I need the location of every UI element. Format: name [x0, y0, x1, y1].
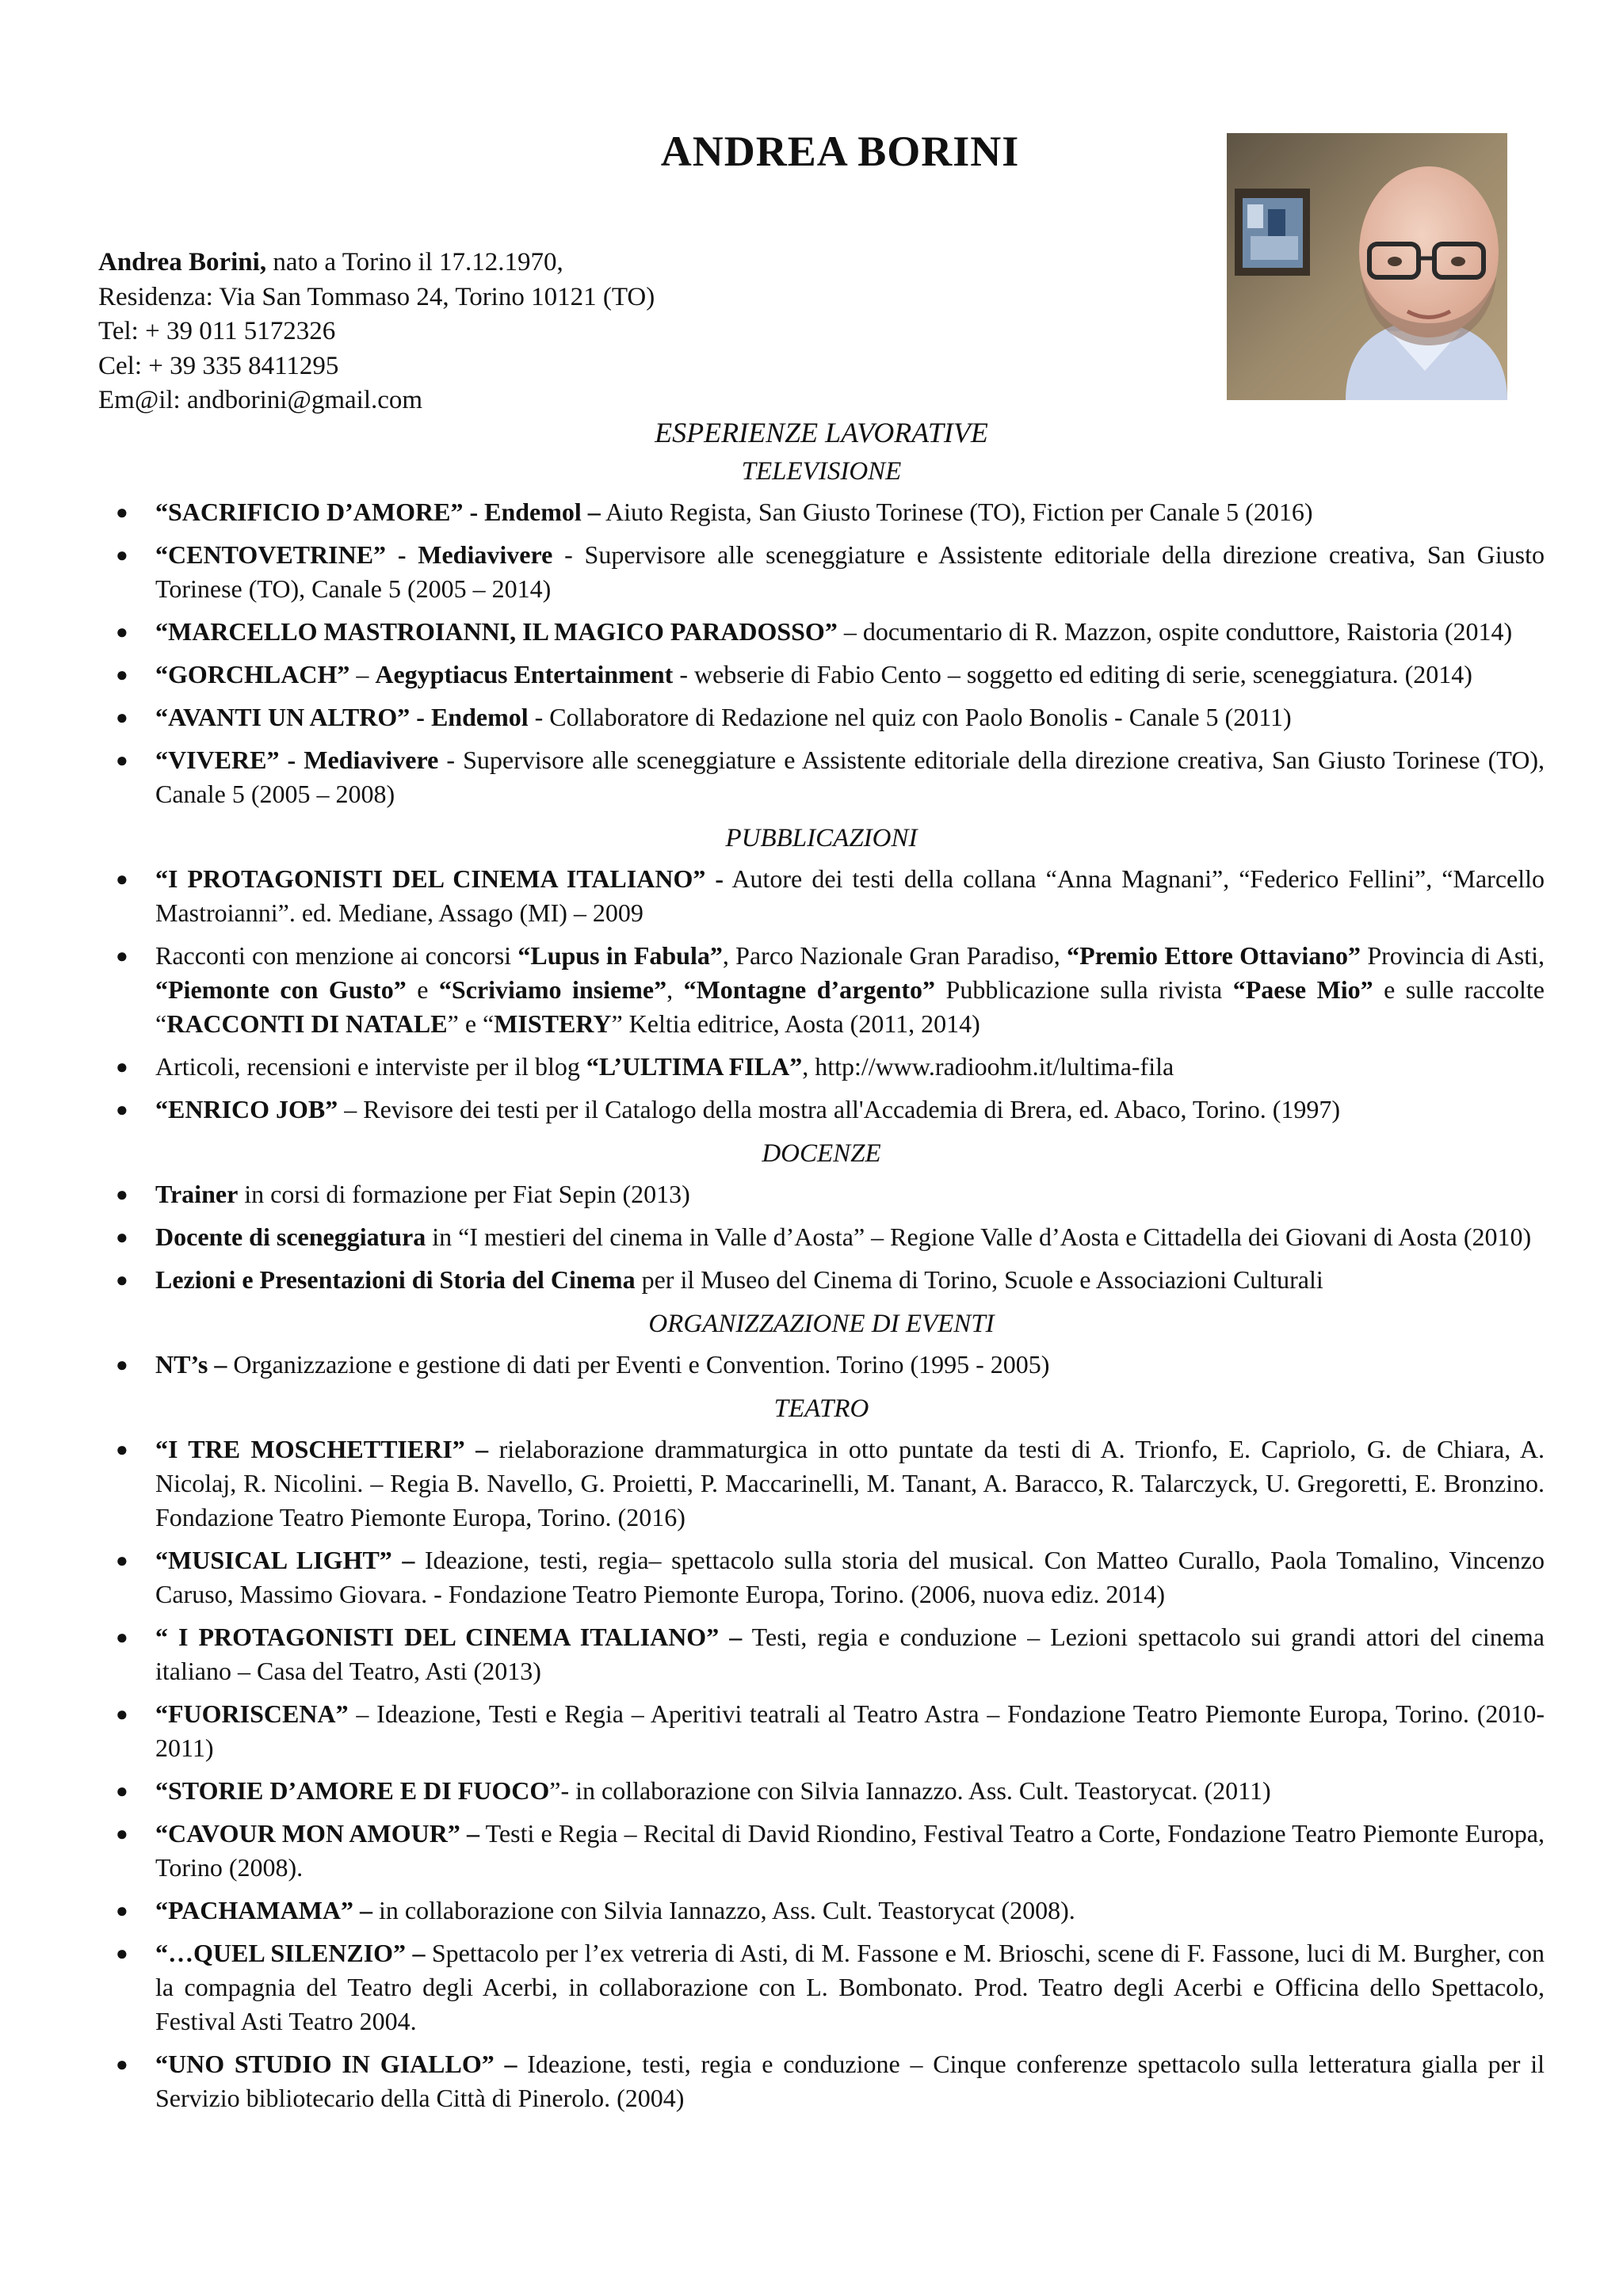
section-heading: TEATRO — [773, 1394, 869, 1423]
list-item — [98, 1894, 1545, 1928]
item-text: Articoli, recensioni e interviste per il blog — [155, 1052, 586, 1081]
list-item — [98, 939, 1545, 1041]
bullet-icon: ● — [116, 1268, 128, 1291]
item-bold-text: Aegyptiacus Entertainment — [375, 660, 674, 688]
item-text: Testi e Regia – Recital di David Riondino, Festival Teatro a Corte, Fondazione Teatro Piemonte Europa, Torino (2008). — [155, 1819, 1545, 1882]
item-text: - webserie di Fabio Cento – soggetto ed editing di serie, sceneggiatura. (2014) — [673, 660, 1472, 688]
item-text: Provincia di Asti, — [1361, 941, 1545, 970]
item-text: Testi, regia e conduzione – Lezioni spettacolo sui grandi attori del cinema italiano – Casa del Teatro, Asti (2013) — [155, 1623, 1545, 1685]
bullet-icon: ● — [116, 1353, 128, 1376]
item-bold-text: RACCONTI DI NATALE — [166, 1009, 448, 1038]
item-text: in collaborazione con Silvia Iannazzo, Ass. Cult. Teastorycat (2008). — [372, 1896, 1075, 1924]
item-bold-text: “L’ULTIMA FILA” — [586, 1052, 803, 1081]
list-item — [98, 1543, 1545, 1611]
bullet-icon: ● — [116, 620, 128, 643]
item-bold-text: “ENRICO JOB” — [155, 1095, 338, 1123]
section-heading: ORGANIZZAZIONE DI EVENTI — [648, 1310, 995, 1338]
item-bold-text: “AVANTI UN ALTRO” - Endemol — [155, 703, 529, 731]
item-text: ” e “ — [447, 1009, 495, 1038]
item-bold-text: “I TRE MOSCHETTIERI” – — [155, 1435, 489, 1463]
list-item — [98, 1774, 1545, 1808]
item-bold-text: “FUORISCENA” — [155, 1699, 349, 1728]
item-bold-text: “UNO STUDIO IN GIALLO” – — [155, 2050, 517, 2078]
item-text: - Supervisore alle sceneggiature e Assistente editoriale della direzione creativa, San Giusto Torinese (TO), Canale 5 (2005 – 2008) — [155, 746, 1545, 808]
list-item — [98, 658, 1545, 692]
bullet-icon: ● — [116, 944, 128, 967]
bullet-icon: ● — [116, 1226, 128, 1249]
item-bold-text: “SACRIFICIO D’AMORE” - Endemol – — [155, 498, 601, 526]
item-bold-text: “Paese Mio” — [1232, 975, 1373, 1004]
bullet-icon: ● — [116, 1055, 128, 1078]
page-title: ANDREA BORINI — [660, 128, 1020, 175]
list-item — [98, 495, 1545, 529]
mobile: Cel: + 39 335 8411295 — [98, 351, 339, 380]
bullet-icon: ● — [116, 1703, 128, 1726]
item-text: Organizzazione e gestione di dati per Eventi e Convention. Torino (1995 - 2005) — [227, 1350, 1050, 1379]
list-item — [98, 1432, 1545, 1535]
section-heading: PUBBLICAZIONI — [725, 824, 918, 852]
item-text: - Collaboratore di Redazione nel quiz con Paolo Bonolis - Canale 5 (2011) — [528, 703, 1292, 731]
list-item — [98, 1093, 1545, 1127]
item-bold-text: Lezioni e Presentazioni di Storia del Cinema — [155, 1265, 636, 1294]
item-bold-text: “MARCELLO MASTROIANNI, IL MAGICO PARADOSSO” — [155, 617, 838, 646]
item-text: Autore dei testi della collana “Anna Magnani”, “Federico Fellini”, “Marcello Mastroianni”. ed. Mediane, Assago (MI) – 2009 — [155, 864, 1545, 927]
list-item — [98, 1263, 1545, 1297]
item-text: e — [406, 975, 439, 1004]
bullet-icon: ● — [116, 1822, 128, 1845]
item-bold-text: “GORCHLACH” — [155, 660, 350, 688]
item-text: per il Museo del Cinema di Torino, Scuole e Associazioni Culturali — [635, 1265, 1323, 1294]
item-text: Pubblicazione sulla rivista — [935, 975, 1233, 1004]
sections-container — [98, 453, 1545, 2115]
item-text: in “I mestieri del cinema in Valle d’Aosta” – Regione Valle d’Aosta e Cittadella dei Giovani di Aosta (2010) — [426, 1222, 1532, 1251]
item-text: – documentario di R. Mazzon, ospite conduttore, Raistoria (2014) — [837, 617, 1513, 646]
bullet-icon: ● — [116, 1779, 128, 1802]
item-text: , Parco Nazionale Gran Paradiso, — [722, 941, 1067, 970]
list-item — [98, 1620, 1545, 1688]
item-text: Spettacolo per l’ex vetreria di Asti, di M. Fassone e M. Brioschi, scene di F. Fassone, luci di M. Burgher, con la compagnia del Teatro degli Acerbi, in collaborazione con L. Bombonato. Prod. Teatro degli Acerbi e Officina dello Spettacolo, Festival Asti Teatro 2004. — [155, 1939, 1545, 2035]
section-heading: DOCENZE — [762, 1139, 881, 1168]
bullet-icon: ● — [116, 1626, 128, 1649]
item-text: – Revisore dei testi per il Catalogo della mostra all'Accademia di Brera, ed. Abaco, Torino. (1997) — [338, 1095, 1341, 1123]
item-text: Aiuto Regista, San Giusto Torinese (TO), Fiction per Canale 5 (2016) — [600, 498, 1313, 526]
full-name: Andrea Borini, — [98, 248, 267, 277]
section-heading: TELEVISIONE — [741, 457, 902, 486]
item-bold-text: “Montagne d’argento” — [683, 975, 936, 1004]
list-item — [98, 862, 1545, 930]
residence: Residenza: Via San Tommaso 24, Torino 10121 (TO) — [98, 282, 655, 311]
item-bold-text: “MUSICAL LIGHT” – — [155, 1546, 415, 1574]
item-bold-text: “I PROTAGONISTI DEL CINEMA ITALIANO” - — [155, 864, 724, 893]
bullet-icon: ● — [116, 1942, 128, 1965]
item-bold-text: “ I PROTAGONISTI DEL CINEMA ITALIANO” – — [155, 1623, 743, 1651]
item-bold-text: “…QUEL SILENZIO” – — [155, 1939, 426, 1967]
list-item — [98, 700, 1545, 734]
item-text: – Ideazione, Testi e Regia – Aperitivi teatrali al Teatro Astra – Fondazione Teatro Piemonte Europa, Torino. (2010-2011) — [155, 1699, 1545, 1762]
item-bold-text: “VIVERE” - Mediavivere — [155, 746, 439, 774]
item-bold-text: NT’s – — [155, 1350, 227, 1379]
item-text: e sulle raccolte “ — [155, 975, 1545, 1038]
bullet-icon: ● — [116, 663, 128, 686]
list-item — [98, 1348, 1545, 1382]
bullet-icon: ● — [116, 1899, 128, 1922]
item-bold-text: “STORIE D’AMORE E DI FUOCO — [155, 1776, 550, 1805]
item-bold-text: “Scriviamo insieme” — [438, 975, 667, 1004]
birth-info: nato a Torino il 17.12.1970, — [266, 248, 563, 277]
item-text: , http://www.radioohm.it/lultima-fila — [802, 1052, 1174, 1081]
bullet-icon: ● — [116, 749, 128, 772]
list-item — [98, 1177, 1545, 1211]
bullet-icon: ● — [116, 1549, 128, 1572]
item-bold-text: Trainer — [155, 1180, 239, 1208]
bullet-icon: ● — [116, 543, 128, 566]
bullet-icon: ● — [116, 1098, 128, 1121]
email: Em@il: andborini@gmail.com — [98, 386, 423, 414]
experience-section — [98, 414, 1545, 2124]
list-item — [98, 538, 1545, 606]
item-text: - Supervisore alle sceneggiature e Assistente editoriale della direzione creativa, San Giusto Torinese (TO), Canale 5 (2005 – 2014) — [155, 540, 1545, 603]
item-bold-text: “PACHAMAMA” – — [155, 1896, 373, 1924]
list-item — [98, 1936, 1545, 2039]
item-bold-text: Docente di sceneggiatura — [155, 1222, 426, 1251]
item-text: rielaborazione drammaturgica in otto puntate da testi di A. Trionfo, E. Capriolo, G. de Chiara, A. Nicolaj, R. Nicolini. – Regia B. Navello, G. Proietti, P. Maccarinelli, M. Tanant, A. Baracco, R. Talarczyck, U. Gregoretti, E. Bronzino. Fondazione Teatro Piemonte Europa, Torino. (2016) — [155, 1435, 1545, 1531]
item-text: ”- in collaborazione con Silvia Iannazzo. Ass. Cult. Teastorycat. (2011) — [549, 1776, 1271, 1805]
item-text: , — [666, 975, 684, 1004]
bullet-icon: ● — [116, 706, 128, 729]
bullet-icon: ● — [116, 1438, 128, 1461]
bullet-icon: ● — [116, 2053, 128, 2076]
item-bold-text: “CAVOUR MON AMOUR” – — [155, 1819, 480, 1848]
profile-photo — [1227, 133, 1507, 400]
list-item — [98, 1220, 1545, 1254]
item-bold-text: MISTERY — [494, 1009, 612, 1038]
bullet-icon: ● — [116, 1183, 128, 1206]
bullet-icon: ● — [116, 868, 128, 891]
item-bold-text: “Premio Ettore Ottaviano” — [1067, 941, 1361, 970]
section-title: ESPERIENZE LAVORATIVE — [655, 417, 988, 448]
item-text: – — [349, 660, 376, 688]
phone: Tel: + 39 011 5172326 — [98, 317, 336, 345]
item-text: Ideazione, testi, regia e conduzione – Cinque conferenze spettacolo sulla letteratura gialla per il Servizio bibliotecario della Città di Pinerolo. (2004) — [155, 2050, 1545, 2112]
item-text: in corsi di formazione per Fiat Sepin (2013) — [238, 1180, 690, 1208]
list-item — [98, 2047, 1545, 2115]
bullet-icon: ● — [116, 501, 128, 524]
item-bold-text: “Lupus in Fabula” — [517, 941, 723, 970]
list-item — [98, 1817, 1545, 1885]
list-item — [98, 1050, 1545, 1084]
item-bold-text: “Piemonte con Gusto” — [155, 975, 407, 1004]
item-text: ” Keltia editrice, Aosta (2011, 2014) — [611, 1009, 980, 1038]
list-item — [98, 743, 1545, 811]
contact-info — [98, 246, 655, 418]
item-text: Ideazione, testi, regia– spettacolo sulla storia del musical. Con Matteo Curallo, Paola Tomalino, Vincenzo Caruso, Massimo Giovara. - Fondazione Teatro Piemonte Europa, Torino. (2006, nuova ediz. 2014) — [155, 1546, 1545, 1608]
birth-line — [98, 246, 655, 280]
list-item — [98, 615, 1545, 649]
item-text: Racconti con menzione ai concorsi — [155, 941, 518, 970]
item-bold-text: “CENTOVETRINE” - Mediavivere — [155, 540, 553, 569]
list-item — [98, 1697, 1545, 1765]
